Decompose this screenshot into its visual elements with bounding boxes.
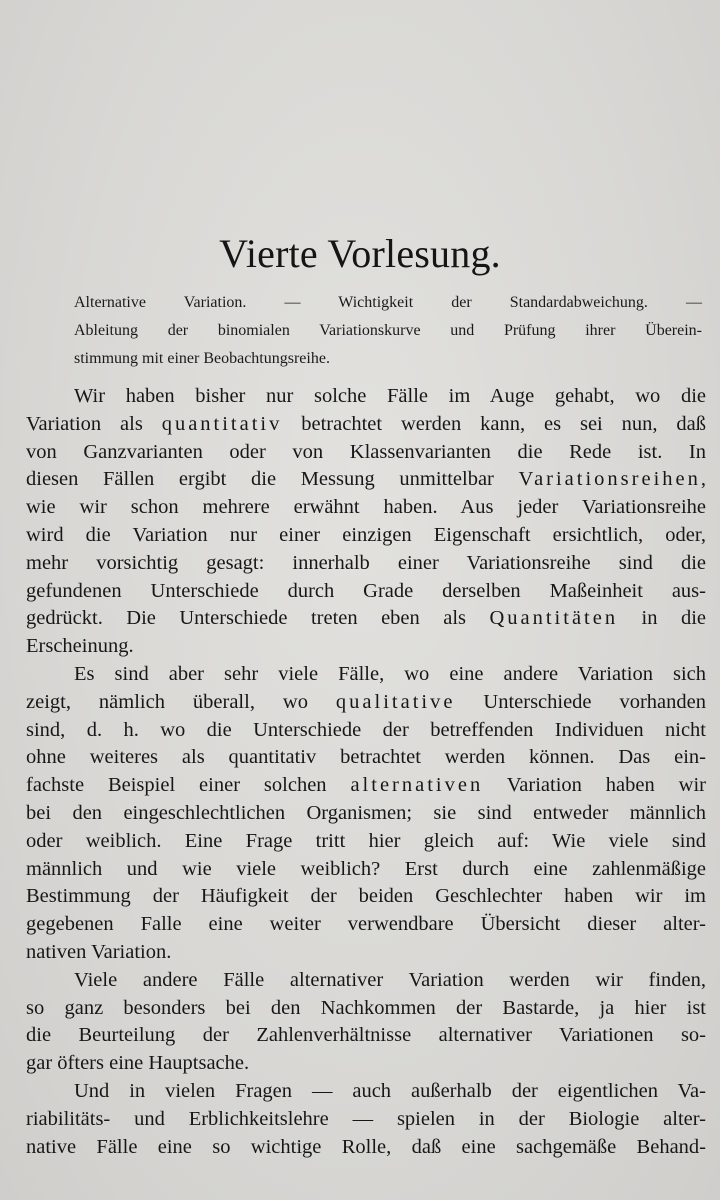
text-line xyxy=(26,911,706,939)
text-line xyxy=(26,1106,706,1134)
text-run: bei den eingeschlechtlichen Organismen; sie sind entweder männlich xyxy=(26,801,706,824)
paragraph xyxy=(26,1078,706,1161)
paragraph xyxy=(26,661,706,967)
text-line xyxy=(26,1050,706,1078)
text-line xyxy=(26,772,706,800)
text-run: Wir haben bisher nur solche Fälle im Auge gehabt, wo die xyxy=(74,385,706,407)
text-line xyxy=(26,856,706,884)
text-line xyxy=(26,383,706,411)
text-line xyxy=(26,717,706,745)
text-run: Bestimmung der Häufigkeit der beiden Geschlechter haben wir im xyxy=(26,885,706,908)
text-line xyxy=(26,689,706,717)
text-line xyxy=(26,522,706,550)
chapter-title: Vierte Vorlesung. xyxy=(219,231,501,276)
text-run: die Beurteilung der Zahlenverhältnisse alternativer Variationen so- xyxy=(26,1024,706,1047)
chapter-summary xyxy=(74,290,702,373)
text-run: gefundenen Unterschiede durch Grade derselben Maßeinheit aus- xyxy=(26,579,706,602)
text-run: von Ganzvarianten oder von Klassenvarianten die Rede ist. In xyxy=(26,440,706,463)
emphasized-term: qualitative xyxy=(335,690,456,713)
text-run: ohne weiteres als quantitativ betrachtet werden können. Das ein- xyxy=(26,746,706,769)
text-line xyxy=(26,800,706,828)
text-run: gedrückt. Die Unterschiede treten eben als xyxy=(26,607,490,630)
text-line xyxy=(26,578,706,606)
text-run: zeigt, nämlich überall, wo xyxy=(26,690,336,713)
text-run: so ganz besonders bei den Nachkommen der Bastarde, ja hier ist xyxy=(26,996,706,1019)
text-run: mehr vorsichtig gesagt: innerhalb einer Variationsreihe sind die xyxy=(26,551,706,574)
text-line xyxy=(26,633,706,661)
emphasized-term: Variationsreihen xyxy=(518,468,701,491)
text-line xyxy=(26,744,706,772)
text-line xyxy=(26,1134,706,1162)
text-run: in die xyxy=(618,607,706,630)
body-text xyxy=(26,383,706,1161)
text-run: betrachtet werden kann, es sei nun, daß xyxy=(282,412,706,435)
text-line xyxy=(26,967,706,995)
summary-line: stimmung mit einer Beobachtungsreihe. xyxy=(74,349,330,367)
text-line xyxy=(26,828,706,856)
paragraph xyxy=(26,967,706,1078)
text-line xyxy=(26,439,706,467)
emphasized-term: quantitativ xyxy=(161,412,283,435)
text-line xyxy=(26,466,706,494)
text-line xyxy=(26,411,706,439)
text-line xyxy=(26,661,706,689)
text-run: männlich und wie viele weiblich? Erst durch eine zahlenmäßige xyxy=(26,857,706,880)
text-run: oder weiblich. Eine Frage tritt hier gleich auf: Wie viele sind xyxy=(26,829,706,852)
text-run: Es sind aber sehr viele Fälle, wo eine andere Variation sich xyxy=(74,662,706,685)
text-run: Variation haben wir xyxy=(483,774,706,797)
text-run: wie wir schon mehrere erwähnt haben. Aus jeder Variationsreihe xyxy=(26,496,706,519)
text-line xyxy=(26,1078,706,1106)
text-run: Erscheinung. xyxy=(26,635,134,658)
text-run: diesen Fällen ergibt die Messung unmittelbar xyxy=(26,468,519,491)
summary-line: Alternative Variation. — Wichtigkeit der Standardabweichung. — xyxy=(74,294,702,311)
text-line xyxy=(26,605,706,633)
text-line xyxy=(26,883,706,911)
text-run: native Fälle eine so wichtige Rolle, daß eine sachgemäße Behand- xyxy=(26,1135,706,1158)
text-run: riabilitäts- und Erblichkeitslehre — spielen in der Biologie alter- xyxy=(26,1107,706,1130)
text-run: Variation als xyxy=(26,412,162,435)
text-run: gar öfters eine Hauptsache. xyxy=(26,1052,250,1075)
text-run: , xyxy=(700,468,706,491)
text-run: fachste Beispiel einer solchen xyxy=(26,774,351,797)
text-run: wird die Variation nur einer einzigen Eigenschaft ersichtlich, oder, xyxy=(26,523,706,546)
summary-line: Ableitung der binomialen Variationskurve und Prüfung ihrer Überein- xyxy=(74,321,702,339)
emphasized-term: alternativen xyxy=(350,774,484,797)
text-line xyxy=(26,939,706,967)
text-run: gegebenen Falle eine weiter verwendbare Übersicht dieser alter- xyxy=(26,913,706,936)
text-run: Und in vielen Fragen — auch außerhalb der eigentlichen Va- xyxy=(74,1079,706,1102)
text-run: nativen Variation. xyxy=(26,940,172,963)
text-run: sind, d. h. wo die Unterschiede der betreffenden Individuen nicht xyxy=(26,718,706,741)
emphasized-term: Quantitäten xyxy=(489,607,619,630)
text-run: Viele andere Fälle alternativer Variation werden wir finden, xyxy=(74,968,706,991)
text-run: Unterschiede vorhanden xyxy=(455,690,707,713)
text-line xyxy=(26,1022,706,1050)
text-line xyxy=(26,995,706,1023)
text-line xyxy=(26,550,706,578)
paragraph xyxy=(26,383,706,661)
text-line xyxy=(26,494,706,522)
